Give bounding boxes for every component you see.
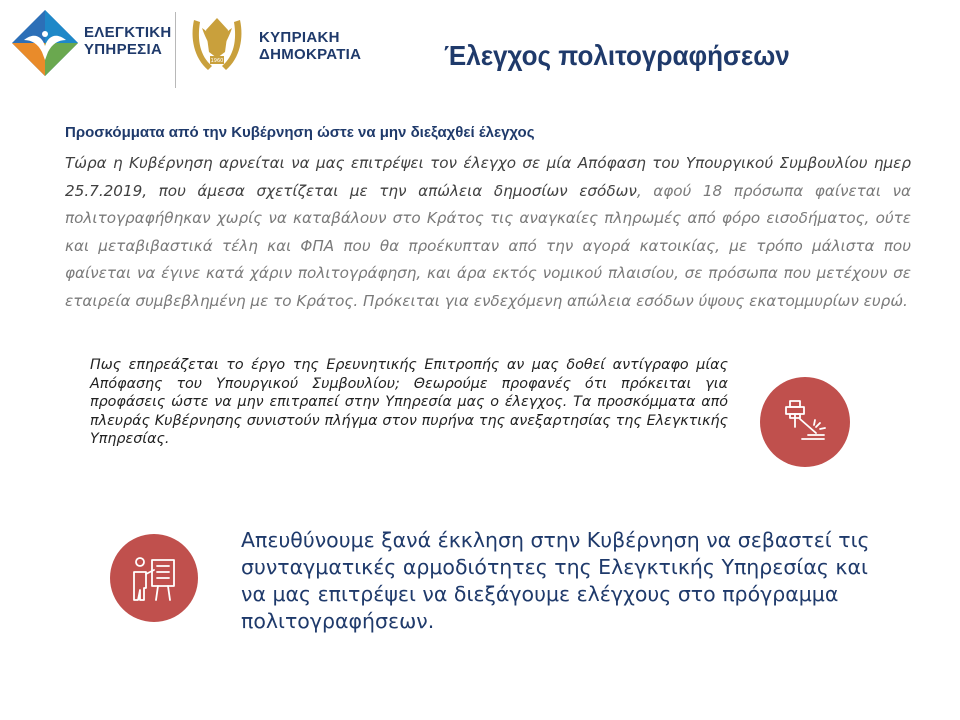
appeal-statement — [241, 527, 901, 635]
appeal-line: πολιτογραφήσεων. — [241, 609, 435, 633]
appeal-line: συνταγματικές αρμοδιότητες της Ελεγκτικής Υπηρεσίας και — [241, 555, 868, 579]
presentation-board-icon — [128, 552, 180, 604]
presentation-badge — [110, 534, 198, 622]
republic-line1: ΚΥΠΡΙΑΚΗ — [259, 29, 340, 46]
appeal-line: Απευθύνουμε ξανά έκκληση στην Κυβέρνηση να σεβαστεί τις — [241, 528, 870, 552]
cyprus-republic-name — [259, 29, 361, 63]
section-subheading: Προσκόμματα από την Κυβέρνηση ώστε να μην διεξαχθεί έλεγχος — [65, 124, 535, 141]
republic-line2: ΔΗΜΟΚΡΑΤΙΑ — [259, 46, 362, 63]
paragraph-government-refusal — [65, 150, 911, 315]
header-divider — [175, 12, 176, 88]
audit-office-line2: ΥΠΗΡΕΣΙΑ — [84, 41, 163, 58]
emblem-year: 1960 — [210, 58, 224, 64]
paragraph-investigation-committee: Πως επηρεάζεται το έργο της Ερευνητικής Επιτροπής αν μας δοθεί αντίγραφο μίας Απόφασης του Υπουργικού Συμβουλίου; Θεωρούμε προφανές ότι πρόκειται για προφάσεις ώστε να μην επιτραπεί στην Υπηρεσία μας ο έλεγχος. Τα προσκόμματα από πλευράς Κυβέρνησης συνιστούν πλήγμα στον πυρήνα της ανεξαρτησίας της Ελεγκτικής Υπηρεσίας. — [90, 357, 728, 447]
audit-office-name — [84, 24, 172, 58]
gavel-icon — [778, 395, 832, 449]
appeal-line: να μας επιτρέψει να διεξάγουμε ελέγχους στο πρόγραμμα — [241, 582, 839, 606]
audit-office-logo — [12, 10, 78, 88]
paragraph1-rest: , αφού 18 πρόσωπα φαίνεται να πολιτογραφήθηκαν χωρίς να καταβάλουν στο Κράτος τις αναγκαίες πληρωμές από φόρο εισοδήματος, ούτε και μεταβιβαστικά τέλη και ΦΠΑ που θα προέκυπταν από την αγορά κατοικίας, με τρόπο μάλιστα που φαίνεται να έγινε κατά χάριν πολιτογράφηση, και άρα εκτός νομικού πλαισίου, σε πρόσωπα που μετέχουν σε εταιρεία συμβεβλημένη με το Κράτος. Πρόκειται για ενδεχόμενη απώλεια εσόδων ύψους εκατομμυρίων ευρώ. — [65, 181, 911, 310]
gavel-badge — [760, 377, 850, 467]
cyprus-emblem-logo — [188, 12, 246, 84]
audit-office-line1: ΕΛΕΓΚΤΙΚΗ — [84, 24, 172, 41]
paragraph1-emphasis: Τώρα η Κυβέρνηση αρνείται να μας επιτρέψει τον έλεγχο σε μία Απόφαση του Υπουργικού Συμβουλίου ημερ 25.7.2019, που άμεσα σχετίζεται με την απώλεια δημοσίων εσόδων — [65, 154, 911, 200]
page-title: Έλεγχος πολιτογραφήσεων — [444, 40, 790, 71]
